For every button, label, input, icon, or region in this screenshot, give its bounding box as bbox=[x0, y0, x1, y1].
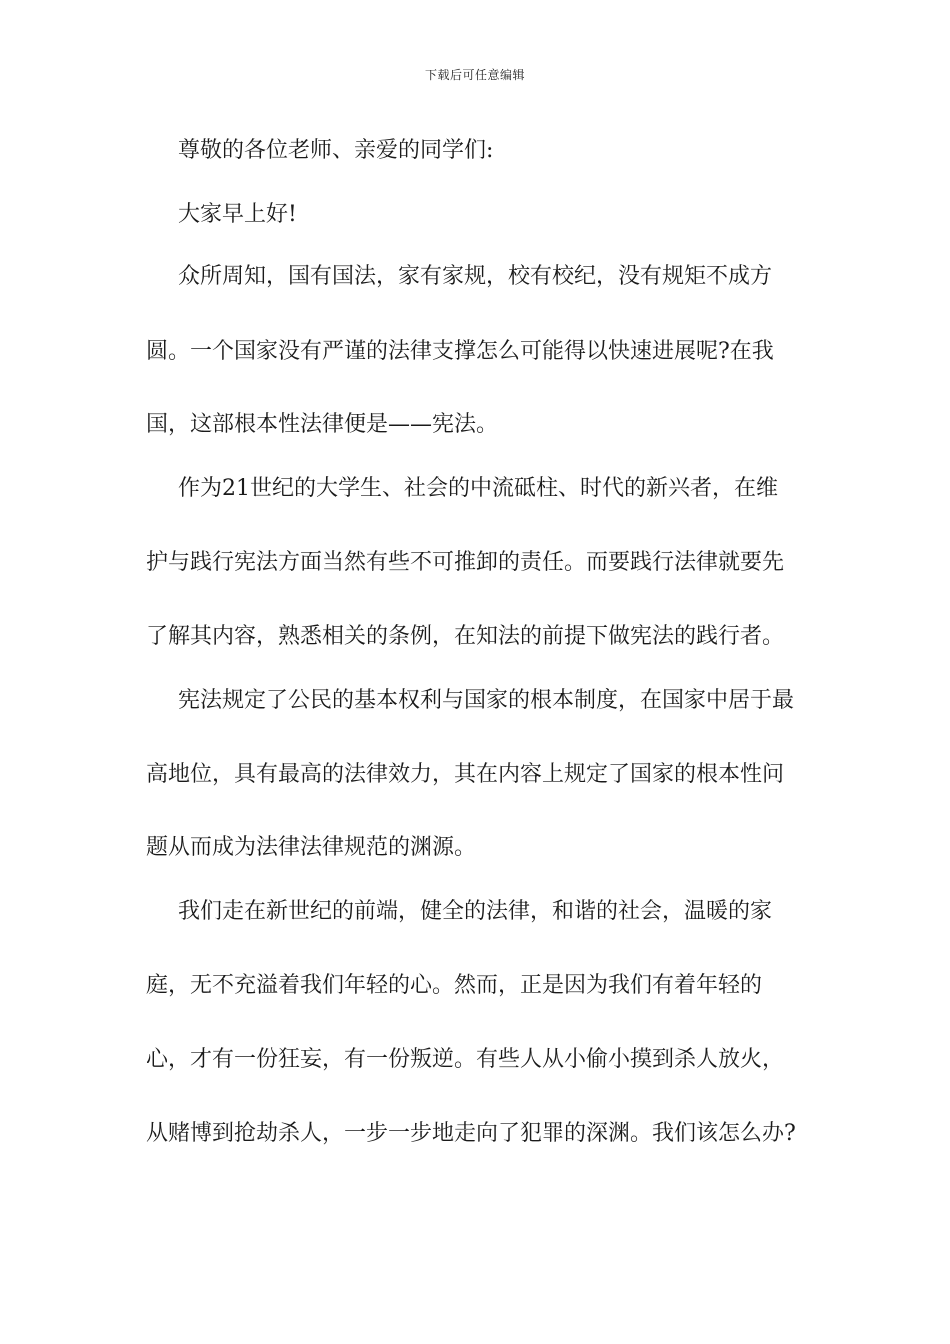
paragraph-1-line-3: 国，这部根本性法律便是——宪法。 bbox=[146, 412, 499, 437]
paragraph-1-line-1: 众所周知，国有国法，家有家规，校有校纪，没有规矩不成方 bbox=[178, 264, 773, 289]
paragraph-1-line-2: 圆。一个国家没有严谨的法律支撑怎么可能得以快速进展呢?在我 bbox=[146, 339, 774, 364]
paragraph-4-line-1: 我们走在新世纪的前端，健全的法律，和谐的社会，温暖的家 bbox=[178, 899, 773, 924]
salutation-line: 尊敬的各位老师、亲爱的同学们: bbox=[178, 138, 494, 163]
paragraph-2-line-3: 了解其内容，熟悉相关的条例，在知法的前提下做宪法的践行者。 bbox=[146, 624, 785, 649]
paragraph-3-line-3: 题从而成为法律法律规范的渊源。 bbox=[146, 835, 477, 860]
paragraph-4-line-2: 庭，无不充溢着我们年轻的心。然而，正是因为我们有着年轻的 bbox=[146, 973, 763, 998]
paragraph-3-line-2: 高地位，具有最高的法律效力，其在内容上规定了国家的根本性问 bbox=[146, 762, 785, 787]
paragraph-4-line-3: 心，才有一份狂妄，有一份叛逆。有些人从小偷小摸到杀人放火， bbox=[146, 1047, 785, 1072]
paragraph-4-line-4: 从赌博到抢劫杀人，一步一步地走向了犯罪的深渊。我们该怎么办? bbox=[146, 1121, 796, 1146]
greeting-line: 大家早上好! bbox=[178, 202, 297, 227]
paragraph-2-line-2: 护与践行宪法方面当然有些不可推卸的责任。而要践行法律就要先 bbox=[146, 550, 785, 575]
paragraph-2-line-1: 作为21世纪的大学生、社会的中流砥柱、时代的新兴者，在维 bbox=[178, 476, 778, 501]
page-header: 下载后可任意编辑 bbox=[424, 68, 525, 82]
paragraph-3-line-1: 宪法规定了公民的基本权利与国家的根本制度，在国家中居于最 bbox=[178, 688, 795, 713]
